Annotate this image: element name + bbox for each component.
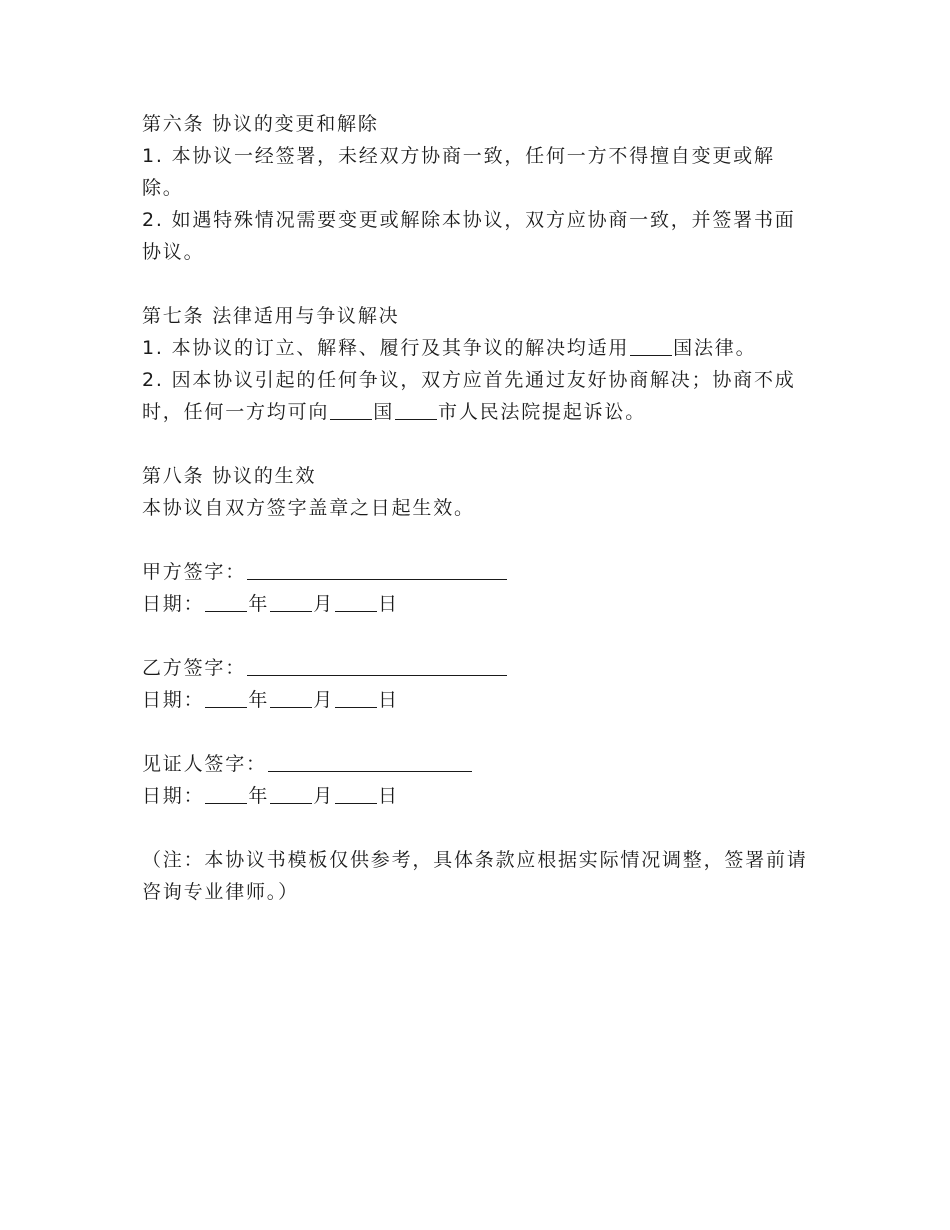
spacer [142,524,808,556]
day-label: 日 [378,785,399,807]
year-blank[interactable] [205,685,247,708]
party-b-date-line [142,684,808,716]
spacer [142,716,808,748]
article6-heading: 第六条 协议的变更和解除 [142,113,379,135]
article6-item2: 2. 如遇特殊情况需要变更或解除本协议，双方应协商一致，并签署书面协议。 [142,209,796,263]
article6-item1: 1. 本协议一经签署，未经双方协商一致，任何一方不得擅自变更或解除。 [142,145,775,199]
article7-item2-suffix: 市人民法院提起诉讼。 [438,401,647,423]
party-a-date-line [142,588,808,620]
year-label: 年 [248,785,270,807]
template-note: （注：本协议书模板仅供参考，具体条款应根据实际情况调整，签署前请咨询专业律师。） [142,849,808,903]
spacer [142,428,808,460]
date-label: 日期： [142,689,205,711]
month-blank[interactable] [270,781,312,804]
document-content [142,108,808,908]
month-blank[interactable] [270,685,312,708]
party-b-signature-label: 乙方签字： [142,657,247,679]
article8-body: 本协议自双方签字盖章之日起生效。 [142,497,475,519]
spacer [142,268,808,300]
party-a-signature-blank[interactable] [247,557,507,580]
spacer [142,620,808,652]
article7-item2-text: 2. 因本协议引起的任何争议，双方应首先通过友好协商解决；协商不成时，任何一方均可向 [142,369,796,423]
month-label: 月 [313,593,335,615]
party-b-signature-blank[interactable] [247,653,507,676]
article8-heading: 第八条 协议的生效 [142,465,317,487]
country-blank[interactable] [630,333,672,356]
day-blank[interactable] [335,685,377,708]
day-label: 日 [378,593,399,615]
month-blank[interactable] [270,589,312,612]
article7-item1-suffix: 国法律。 [673,337,757,359]
day-blank[interactable] [335,589,377,612]
party-a-signature-label: 甲方签字： [142,561,247,583]
year-label: 年 [248,689,270,711]
witness-signature-blank[interactable] [268,749,472,772]
article7-heading: 第七条 法律适用与争议解决 [142,305,400,327]
article7-item2 [142,364,808,428]
witness-signature-line [142,748,808,780]
article7-item1-text: 1. 本协议的订立、解释、履行及其争议的解决均适用 [142,337,630,359]
month-label: 月 [313,785,335,807]
day-blank[interactable] [335,781,377,804]
spacer [142,812,808,844]
article7-item2-country: 国 [373,401,395,423]
party-a-signature-line [142,556,808,588]
court-country-blank[interactable] [330,397,372,420]
article7-item1 [142,332,808,364]
date-label: 日期： [142,785,205,807]
year-blank[interactable] [205,781,247,804]
day-label: 日 [378,689,399,711]
year-label: 年 [248,593,270,615]
witness-signature-label: 见证人签字： [142,753,267,775]
witness-date-line [142,780,808,812]
month-label: 月 [313,689,335,711]
date-label: 日期： [142,593,205,615]
court-city-blank[interactable] [395,397,437,420]
year-blank[interactable] [205,589,247,612]
party-b-signature-line [142,652,808,684]
